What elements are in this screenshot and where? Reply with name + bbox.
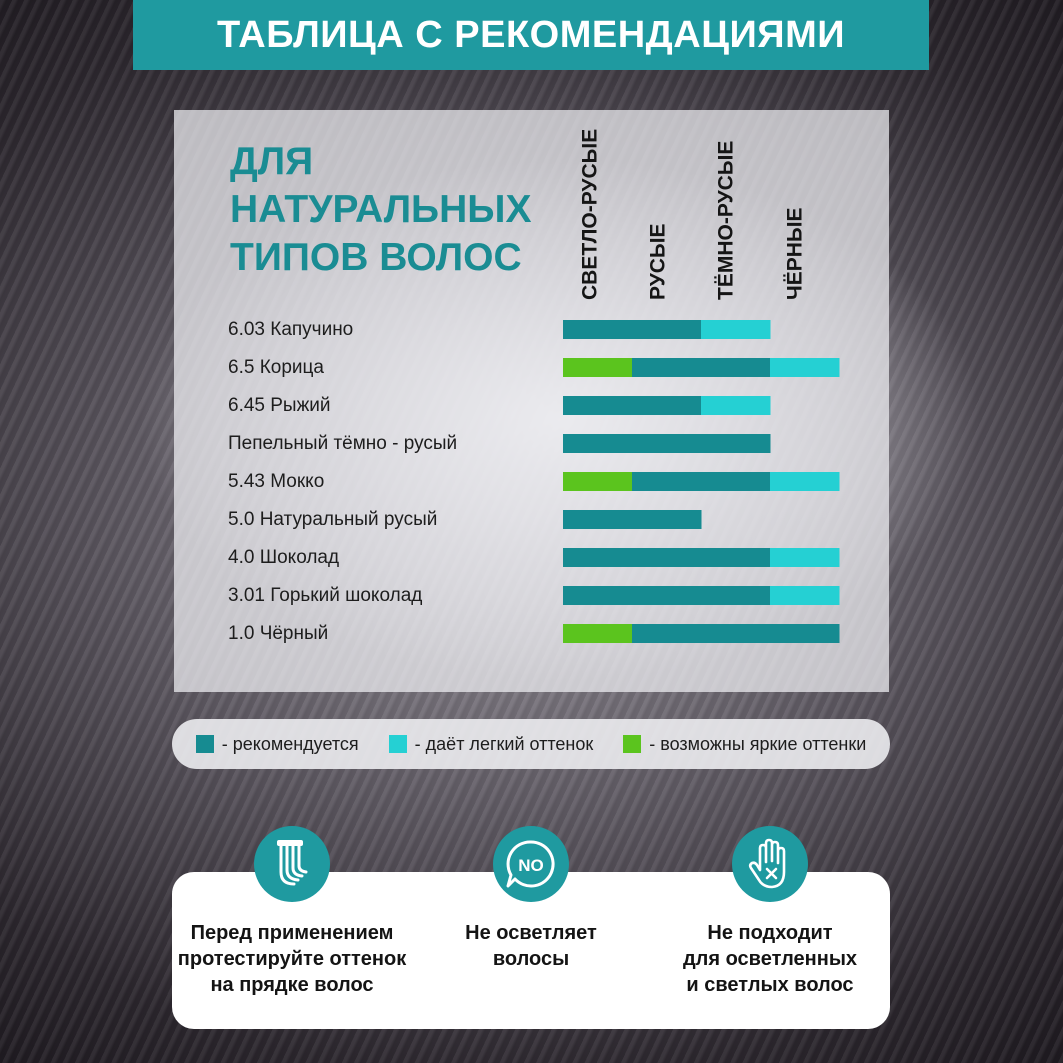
row-label: 4.0 Шоколад <box>228 547 340 568</box>
chart-cell-light-tint <box>701 396 771 415</box>
chart-cell-recommended <box>701 624 771 643</box>
row-label: 6.45 Рыжий <box>228 395 331 416</box>
chart-cell-recommended <box>632 320 702 339</box>
legend-label-bright-tint: - возможны яркие оттенки <box>649 733 867 754</box>
chart-cell-recommended <box>563 586 633 605</box>
legend <box>172 719 890 769</box>
chart-cell-recommended <box>632 510 702 529</box>
feature-line: Не подходит <box>707 922 833 944</box>
chart-cell-light-tint <box>770 586 840 605</box>
legend-item-bright-tint <box>623 734 866 755</box>
row-label: 6.03 Капучино <box>228 319 354 340</box>
column-label: ЧЁРНЫЕ <box>783 207 807 300</box>
feature-line: и светлых волос <box>686 974 854 996</box>
chart-cell-light-tint <box>701 320 771 339</box>
page-title: ТАБЛИЦА С РЕКОМЕНДАЦИЯМИ <box>216 13 846 56</box>
chart-cell-recommended <box>632 586 702 605</box>
chart-cell-recommended <box>632 434 702 453</box>
heading-line-3: ТИПОВ ВОЛОС <box>230 236 522 279</box>
chart-cell-recommended <box>563 510 633 529</box>
row-label: 6.5 Корица <box>228 357 324 378</box>
no-icon-text: NO <box>518 856 544 875</box>
feature-line: на прядке волос <box>210 974 374 996</box>
legend-label-recommended: - рекомендуется <box>221 733 359 754</box>
chart-cell-recommended <box>632 358 702 377</box>
no-speech-bubble-icon <box>493 826 569 902</box>
chart-cell-bright-tint <box>563 358 633 377</box>
hair-strand-icon <box>254 826 330 902</box>
chart-cell-recommended <box>563 434 633 453</box>
recommendation-panel <box>174 110 889 692</box>
chart-cell-recommended <box>701 472 771 491</box>
row-label: 5.43 Мокко <box>228 471 325 492</box>
chart-cell-light-tint <box>770 358 840 377</box>
recommendation-chart <box>174 110 889 692</box>
header-banner <box>133 0 929 70</box>
feature-line: волосы <box>492 948 570 970</box>
row-label: Пепельный тёмно - русый <box>228 433 458 454</box>
legend-swatch-bright-tint <box>623 735 641 753</box>
column-labels <box>579 129 807 300</box>
chart-cell-recommended <box>701 358 771 377</box>
chart-cell-recommended <box>563 396 633 415</box>
column-label: ТЁМНО-РУСЫЕ <box>714 140 738 300</box>
heading-line-1: ДЛЯ <box>230 140 314 183</box>
heading-line-2: НАТУРАЛЬНЫХ <box>230 188 532 231</box>
feature-line: для осветленных <box>682 948 858 970</box>
chart-cell-recommended <box>563 548 633 567</box>
row-label: 3.01 Горький шоколад <box>228 585 423 606</box>
column-label: РУСЫЕ <box>646 223 670 300</box>
chart-cell-bright-tint <box>563 472 633 491</box>
legend-swatch-recommended <box>196 735 214 753</box>
feature-line: протестируйте оттенок <box>177 948 407 970</box>
chart-cell-bright-tint <box>563 624 633 643</box>
chart-cell-recommended <box>632 472 702 491</box>
feature-text-not-for-bleached <box>650 920 890 998</box>
legend-item-recommended <box>196 734 359 755</box>
feature-line: Перед применением <box>190 922 394 944</box>
hand-cross-icon <box>732 826 808 902</box>
chart-cell-recommended <box>632 548 702 567</box>
feature-text-no-lightening <box>411 920 651 972</box>
chart-cell-light-tint <box>770 472 840 491</box>
column-label: СВЕТЛО-РУСЫЕ <box>578 128 602 300</box>
chart-cell-recommended <box>563 320 633 339</box>
chart-cell-recommended <box>701 434 771 453</box>
legend-swatch-light-tint <box>389 735 407 753</box>
chart-cell-recommended <box>632 396 702 415</box>
chart-cell-recommended <box>701 548 771 567</box>
legend-item-light-tint <box>389 734 594 755</box>
row-labels <box>228 319 457 644</box>
chart-cell-light-tint <box>770 548 840 567</box>
feature-line: Не осветляет <box>465 922 597 944</box>
row-label: 1.0 Чёрный <box>228 623 329 644</box>
legend-label-light-tint: - даёт легкий оттенок <box>414 733 594 754</box>
chart-cells <box>563 320 840 643</box>
feature-text-strand-test <box>172 920 412 998</box>
chart-cell-recommended <box>632 624 702 643</box>
chart-cell-recommended <box>770 624 840 643</box>
row-label: 5.0 Натуральный русый <box>228 509 438 530</box>
info-card <box>172 856 890 1029</box>
chart-cell-recommended <box>701 586 771 605</box>
